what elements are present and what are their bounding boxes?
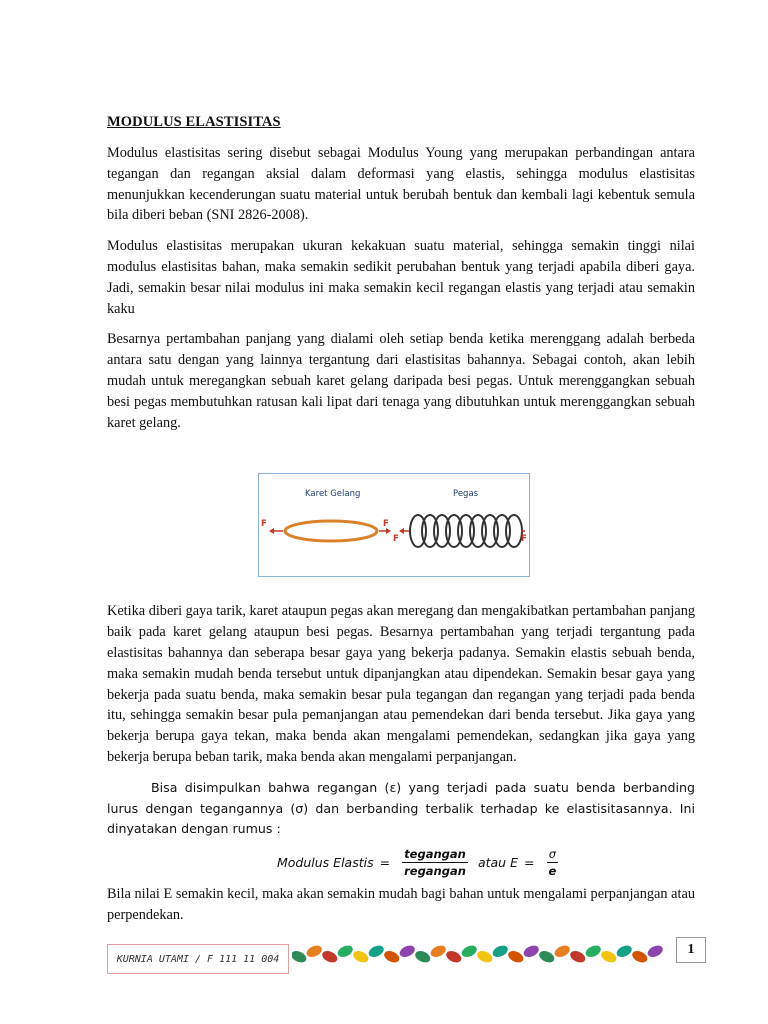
border-leaf [537, 949, 556, 965]
formula-equals-2: = [524, 854, 535, 870]
border-leaf [305, 943, 324, 959]
formula-fraction-2 [546, 847, 558, 878]
figure-drawing [259, 474, 529, 576]
formula-equals-1: = [379, 854, 391, 870]
paragraph-5: Bisa disimpulkan bahwa regangan (ε) yang terjadi pada suatu benda berbanding lurus dengan tegangannya (σ) dan berbanding terbalik terhadap ke elastisitasannya. Ini dinyatakan dengan rumus : [107, 779, 695, 837]
force-label-1: F [261, 519, 267, 530]
formula-fraction-1 [402, 847, 468, 878]
force-label-4: F [521, 534, 527, 545]
formula-sigma: σ [548, 846, 557, 861]
page-number: 1 [676, 937, 706, 963]
paragraph-4: Ketika diberi gaya tarik, karet ataupun pegas akan meregang dan mengakibatkan pertambahan panjang baik pada karet gelang ataupun besi pegas. Besarnya pertambahan yang terjadi tergantung pada elastisitas bahannya dan seberapa besar gaya yang bekerja padanya. Semakin elastis sebuah benda, maka semakin mudah benda tersebut untuk dipanjangkan atau dipendekan. Semakin besar gaya yang bekerja pada suatu benda, maka semakin besar pula tegangan dan regangan yang terjadi pada benda itu, sehingga semakin besar pula pemanjangan atau pemendekan dari benda tersebut. Jika gaya yang bekerja berupa gaya tekan, maka benda akan mengalami pemendekan, sedangkan jika gaya yang bekerja berupa beban tarik, maka benda akan mengalami perpanjangan. [107, 603, 695, 765]
formula-denominator: regangan [404, 863, 466, 878]
figure-container [107, 443, 695, 601]
formula-epsilon: e [548, 863, 557, 878]
border-leaf [506, 949, 525, 965]
border-leaf [584, 943, 603, 959]
border-leaf [522, 943, 541, 959]
paragraph-2: Modulus elastisitas merupakan ukuran kekakuan suatu material, sehingga semakin tinggi nilai modulus elastisitas bahan, maka semakin sedikit perubahan bentuk yang terjadi apabila diberi gaya. Jadi, semakin besar nilai modulus ini maka semakin kecil regangan elastis yang terjadi atau semakin kaku [107, 238, 695, 317]
border-leaf [615, 943, 634, 959]
border-leaf [553, 943, 572, 959]
label-pegas: Pegas [453, 489, 479, 500]
decorative-border-icon [292, 941, 670, 967]
border-leaf [460, 943, 479, 959]
border-leaf [398, 943, 417, 959]
border-leaf [630, 949, 649, 965]
border-leaf [413, 949, 432, 965]
paragraph-3: Besarnya pertambahan panjang yang dialami oleh setiap benda ketika merenggang adalah berbeda antara satu dengan yang lainnya tergantung dari elastisitas bahannya. Sebagai contoh, akan lebih mudah untuk meregangkan sebuah karet gelang daripada besi pegas. Untuk merenggangkan sebuah besi pegas membutuhkan ratusan kali lipat dari tenaga yang dibutuhkan untuk merenggangkan sebuah karet gelang. [107, 331, 695, 431]
rubber-band-ring [285, 521, 377, 541]
elasticity-figure [258, 473, 530, 577]
footer-author: KURNIA UTAMI / F 111 11 004 [107, 944, 289, 974]
page-title: MODULUS ELASTISITAS [107, 114, 281, 130]
border-leaf [367, 943, 386, 959]
border-leaf [336, 943, 355, 959]
label-karet-gelang: Karet Gelang [305, 489, 361, 500]
border-leaf [475, 949, 494, 965]
border-leaf [599, 949, 618, 965]
document-body [107, 114, 695, 936]
formula-or: atau [477, 854, 507, 870]
border-leaf [320, 949, 339, 965]
border-leaf [429, 943, 448, 959]
border-leaf [351, 949, 370, 965]
border-leaf [568, 949, 587, 965]
force-label-3: F [393, 534, 399, 545]
formula-e: E [510, 854, 518, 870]
border-leaf [444, 949, 463, 965]
border-leaf [491, 943, 510, 959]
formula-block [107, 842, 695, 882]
spring-coils [410, 515, 522, 547]
force-label-2: F [383, 519, 389, 530]
paragraph-1: Modulus elastisitas sering disebut sebagai Modulus Young yang merupakan perbandingan antara tegangan dan regangan aksial dalam deformasi yang elastis, sehingga modulus elastisitas menunjukkan kecenderungan suatu material untuk berubah bentuk dan kembali lagi kebentuk semula bila diberi beban (SNI 2826-2008). [107, 145, 695, 224]
formula-numerator: tegangan [404, 846, 466, 861]
border-leaf [292, 949, 308, 965]
formula-lhs: Modulus Elastis [277, 854, 374, 870]
modulus-formula [277, 842, 564, 882]
border-leaf [646, 943, 665, 959]
border-leaf [382, 949, 401, 965]
paragraph-6: Bila nilai E semakin kecil, maka akan semakin mudah bagi bahan untuk mengalami perpanjangan atau perpendekan. [107, 886, 695, 923]
